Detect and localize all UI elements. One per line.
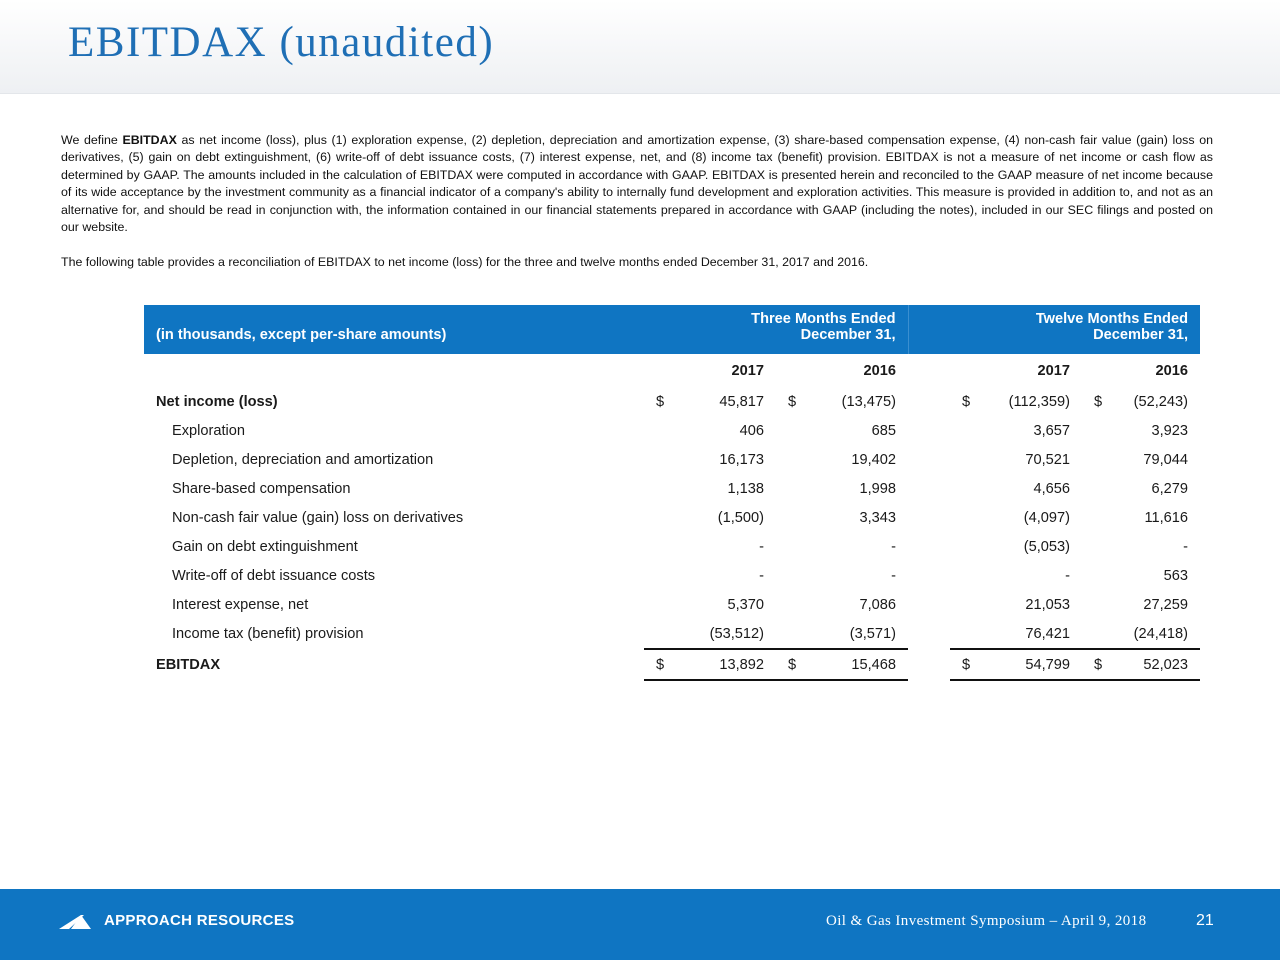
currency-spacer (644, 590, 672, 619)
currency-spacer (644, 561, 672, 590)
value-cell: 45,817 (719, 393, 764, 410)
value-cell: - (1183, 538, 1188, 555)
currency-spacer (950, 532, 978, 561)
currency-spacer (776, 445, 804, 474)
twelve-months-header: Twelve Months Ended (950, 305, 1200, 327)
currency-spacer (950, 503, 978, 532)
value-cell: (13,475) (841, 393, 896, 410)
currency-spacer (776, 532, 804, 561)
currency-spacer (950, 416, 978, 445)
table-row (144, 619, 1200, 649)
definition-term: EBITDAX (122, 133, 177, 147)
value-cell: - (1065, 567, 1070, 584)
currency-symbol: $ (656, 393, 665, 410)
currency-spacer (644, 416, 672, 445)
currency-spacer (1082, 416, 1110, 445)
currency-spacer (776, 561, 804, 590)
table-header-row (144, 305, 1200, 327)
page-number: 21 (1196, 912, 1214, 929)
year-header: 2017 (731, 362, 764, 379)
currency-spacer (1082, 590, 1110, 619)
currency-spacer (950, 590, 978, 619)
row-label: Exploration (172, 422, 246, 439)
value-cell: 76,421 (1025, 625, 1070, 642)
definition-body: as net income (loss), plus (1) exploration expense, (2) depletion, depreciation and amortization expense, (3) share-based compensation expense, (4) non-cash fair value (gain) loss on derivatives, (5) gain on debt extinguishment, (6) write-off of debt issuance costs, (7) interest expense, net, and (8) income tax (benefit) provision. EBITDAX is not a measure of net income or cash flow as determined by GAAP. The amounts included in the calculation of EBITDAX were computed in accordance with GAAP. EBITDAX is presented herein and reconciled to the GAAP measure of net income because of its wide acceptance by the investment community as a financial indicator of a company's ability to internally fund development and exploration activities. This measure is provided in addition to, and not as an alternative for, and should be read in conjunction with, the information contained in our financial statements prepared in accordance with GAAP (including the notes), included in our SEC filings and posted on our website. (61, 133, 1213, 235)
table-row (144, 474, 1200, 503)
currency-symbol: $ (788, 393, 797, 410)
currency-symbol: $ (962, 393, 971, 410)
currency-spacer (644, 532, 672, 561)
value-cell: (5,053) (1023, 538, 1070, 555)
table-row (144, 590, 1200, 619)
value-cell: 54,799 (978, 649, 1082, 680)
row-label: Depletion, depreciation and amortization (172, 451, 434, 468)
currency-spacer (1082, 532, 1110, 561)
currency-spacer (1082, 445, 1110, 474)
value-cell: 16,173 (719, 451, 764, 468)
value-cell: 685 (871, 422, 896, 439)
currency-spacer (776, 503, 804, 532)
value-cell: (52,243) (1133, 393, 1188, 410)
approach-logo-icon (59, 913, 91, 929)
value-cell: (24,418) (1133, 625, 1188, 642)
value-cell: - (891, 567, 896, 584)
value-cell: 5,370 (727, 596, 764, 613)
value-cell: 406 (739, 422, 764, 439)
currency-spacer (644, 474, 672, 503)
currency-spacer (776, 474, 804, 503)
table-row (144, 387, 1200, 416)
table-row (144, 561, 1200, 590)
value-cell: (112,359) (1008, 393, 1070, 410)
currency-symbol: $ (776, 649, 804, 680)
currency-spacer (1082, 561, 1110, 590)
year-header: 2016 (863, 362, 896, 379)
total-row (144, 649, 1200, 680)
value-cell: (1,500) (717, 509, 764, 526)
currency-spacer (644, 503, 672, 532)
units-label: (in thousands, except per-share amounts) (144, 327, 644, 354)
ebitdax-definition (61, 132, 1213, 236)
value-cell: 1,998 (859, 480, 896, 497)
header-band (0, 0, 1280, 94)
currency-symbol: $ (1082, 649, 1110, 680)
row-label: Interest expense, net (172, 596, 309, 613)
company-name: APPROACH RESOURCES (104, 912, 295, 929)
value-cell: - (759, 538, 764, 555)
value-cell: 79,044 (1143, 451, 1188, 468)
currency-spacer (1082, 503, 1110, 532)
currency-symbol: $ (950, 649, 978, 680)
table-row (144, 532, 1200, 561)
currency-spacer (776, 416, 804, 445)
ebitdax-reconciliation-table (144, 305, 1200, 681)
value-cell: 15,468 (804, 649, 908, 680)
table-row (144, 445, 1200, 474)
event-name: Oil & Gas Investment Symposium – April 9, 2018 (826, 913, 1147, 929)
value-cell: (3,571) (849, 625, 896, 642)
value-cell: (4,097) (1023, 509, 1070, 526)
value-cell: 21,053 (1025, 596, 1070, 613)
three-months-period: December 31, (644, 327, 908, 354)
twelve-months-period: December 31, (950, 327, 1200, 354)
value-cell: 3,923 (1151, 422, 1188, 439)
value-cell: - (759, 567, 764, 584)
row-label: Net income (loss) (156, 393, 278, 410)
value-cell: 70,521 (1025, 451, 1070, 468)
row-label: Share-based compensation (172, 480, 351, 497)
value-cell: 19,402 (851, 451, 896, 468)
currency-spacer (950, 445, 978, 474)
year-header-row (144, 354, 1200, 387)
value-cell: 6,279 (1151, 480, 1188, 497)
value-cell: 7,086 (859, 596, 896, 613)
value-cell: 13,892 (672, 649, 776, 680)
currency-spacer (776, 619, 804, 649)
value-cell: 27,259 (1143, 596, 1188, 613)
value-cell: (53,512) (709, 625, 764, 642)
table-row (144, 503, 1200, 532)
year-header: 2016 (1155, 362, 1188, 379)
value-cell: 4,656 (1033, 480, 1070, 497)
currency-spacer (644, 445, 672, 474)
value-cell: 52,023 (1110, 649, 1200, 680)
row-label: Write-off of debt issuance costs (172, 567, 376, 584)
currency-symbol: $ (644, 649, 672, 680)
currency-spacer (950, 474, 978, 503)
row-label: Income tax (benefit) provision (172, 626, 364, 642)
currency-spacer (950, 561, 978, 590)
table-header-row (144, 327, 1200, 354)
row-label: EBITDAX (156, 656, 221, 673)
currency-spacer (950, 619, 978, 649)
currency-spacer (1082, 619, 1110, 649)
currency-symbol: $ (1094, 393, 1103, 410)
currency-spacer (1082, 474, 1110, 503)
value-cell: 11,616 (1144, 509, 1188, 526)
value-cell: - (891, 538, 896, 555)
row-label: Non-cash fair value (gain) loss on derivatives (172, 509, 464, 526)
value-cell: 3,657 (1033, 422, 1070, 439)
year-header: 2017 (1037, 362, 1070, 379)
reconciliation-note: The following table provides a reconciliation of EBITDAX to net income (loss) for the three and twelve months ended December 31, 2017 and 2016. (61, 255, 869, 269)
value-cell: 1,138 (727, 480, 764, 497)
row-label: Gain on debt extinguishment (172, 538, 358, 555)
value-cell: 3,343 (859, 509, 896, 526)
three-months-header: Three Months Ended (644, 305, 908, 327)
page-title: EBITDAX (unaudited) (68, 19, 495, 66)
value-cell: 563 (1163, 567, 1188, 584)
table-row (144, 416, 1200, 445)
currency-spacer (644, 619, 672, 649)
currency-spacer (776, 590, 804, 619)
definition-lead: We define (61, 133, 123, 147)
